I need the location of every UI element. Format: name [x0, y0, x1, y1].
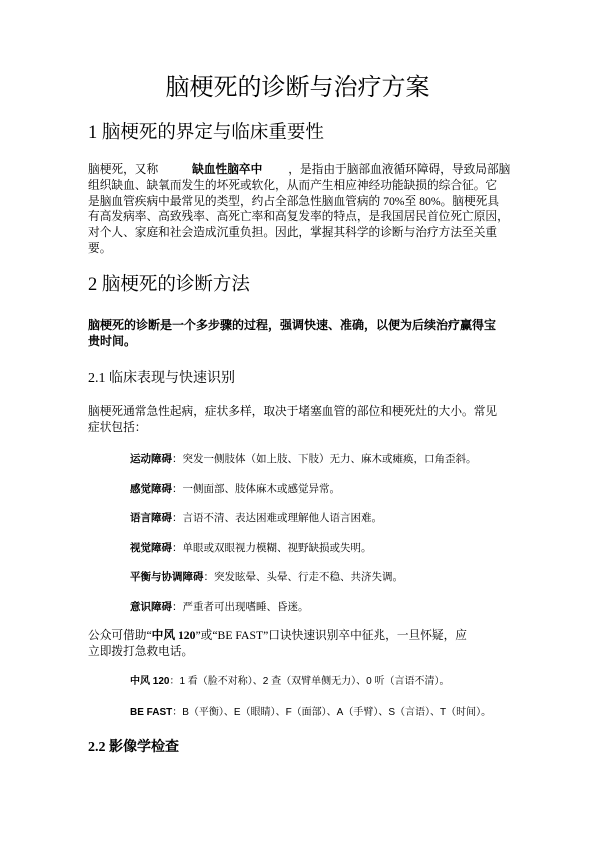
mnemonic-list	[130, 675, 522, 737]
symptom-label: 感觉障碍	[130, 482, 172, 495]
list-item	[130, 675, 522, 689]
section-1-heading: 1 脑梗死的界定与临床重要性	[88, 123, 324, 143]
list-item	[130, 482, 522, 496]
bold-term: 中风 120	[151, 629, 196, 642]
symptom-label: 意识障碍	[130, 600, 172, 613]
symptom-label: 平衡与协调障碍	[130, 571, 204, 584]
paragraph-line: 是脑血管疾病中最常见的类型，约占全部急性脑血管病的 70%至 80%。脑梗死具	[88, 194, 500, 208]
symptom-label: 语言障碍	[130, 512, 172, 525]
mnemonic-label: BE FAST	[130, 707, 173, 718]
symptom-text: ：严重者可出现嗜睡、昏迷。	[172, 600, 309, 613]
document-title: 脑梗死的诊断与治疗方案	[165, 75, 430, 101]
paragraph-line	[88, 628, 512, 644]
list-item	[130, 706, 522, 720]
paragraph-text: ”或“BE FAST”口诀快速识别卒中征兆，一旦怀疑，应	[195, 629, 467, 642]
paragraph-line: 要。	[88, 241, 112, 255]
section-2-heading: 2 脑梗死的诊断方法	[88, 275, 250, 295]
section-2-lead-paragraph	[88, 317, 512, 349]
paragraph-text: 公众可借助“	[88, 629, 152, 642]
subsection-2-2-heading: 2.2 影像学检查	[88, 740, 179, 755]
symptom-list	[130, 452, 522, 630]
list-item	[130, 570, 522, 584]
paragraph-line: 症状包括：	[88, 420, 147, 434]
paragraph-line: 有高发病率、高致残率、高死亡率和高复发率的特点，是我国居民首位死亡原因，	[88, 210, 509, 224]
mnemonic-text: ：B（平衡）、E（眼睛）、F（面部）、A（手臂）、S（言语）、T（时间）。	[172, 707, 492, 718]
subsection-2-1-paragraph	[88, 404, 512, 436]
paragraph-line: 脑梗死通常急性起病，症状多样，取决于堵塞血管的部位和梗死灶的大小。常见	[88, 405, 498, 418]
symptom-text: ：单眼或双眼视力模糊、视野缺损或失明。	[172, 541, 372, 554]
mnemonic-text: ：1 看（脸不对称）、2 查（双臂单侧无力）、0 听（言语不清）。	[169, 676, 450, 687]
list-item	[130, 452, 522, 466]
paragraph-line	[88, 162, 512, 178]
paragraph-line: 组织缺血、缺氧而发生的坏死或软化，从而产生相应神经功能缺损的综合征。它	[88, 178, 498, 192]
public-recognition-paragraph	[88, 628, 512, 660]
symptom-label: 运动障碍	[130, 453, 172, 465]
paragraph-line: 贵时间。	[88, 334, 137, 348]
paragraph-line: 脑梗死的诊断是一个多步骤的过程，强调快速、准确，以便为后续治疗赢得宝	[88, 318, 497, 332]
symptom-text: ：言语不清、表达困难或理解他人语言困难。	[172, 512, 382, 525]
symptom-label: 视觉障碍	[130, 541, 172, 554]
paragraph-text: 脑梗死，又称	[88, 163, 159, 176]
paragraph-line: 对个人、家庭和社会造成沉重负担。因此，掌握其科学的诊断与治疗方法至关重	[88, 226, 498, 240]
bold-term: 缺血性脑卒中	[192, 163, 263, 176]
symptom-text: ：突发眩晕、头晕、行走不稳、共济失调。	[203, 571, 403, 584]
section-1-paragraph	[88, 162, 512, 257]
list-item	[130, 600, 522, 614]
mnemonic-label: 中风 120	[130, 676, 170, 687]
list-item	[130, 541, 522, 555]
paragraph-text: ，是指由于脑部血液循环障碍，导致局部脑	[288, 163, 511, 176]
paragraph-line: 立即拨打急救电话。	[88, 645, 194, 658]
symptom-text: ：一侧面部、肢体麻木或感觉异常。	[172, 482, 340, 495]
subsection-2-1-heading: 2.1 临床表现与快速识别	[88, 371, 235, 386]
list-item	[130, 511, 522, 525]
symptom-text: ：突发一侧肢体（如上肢、下肢）无力、麻木或瘫痪，口角歪斜。	[172, 453, 477, 465]
